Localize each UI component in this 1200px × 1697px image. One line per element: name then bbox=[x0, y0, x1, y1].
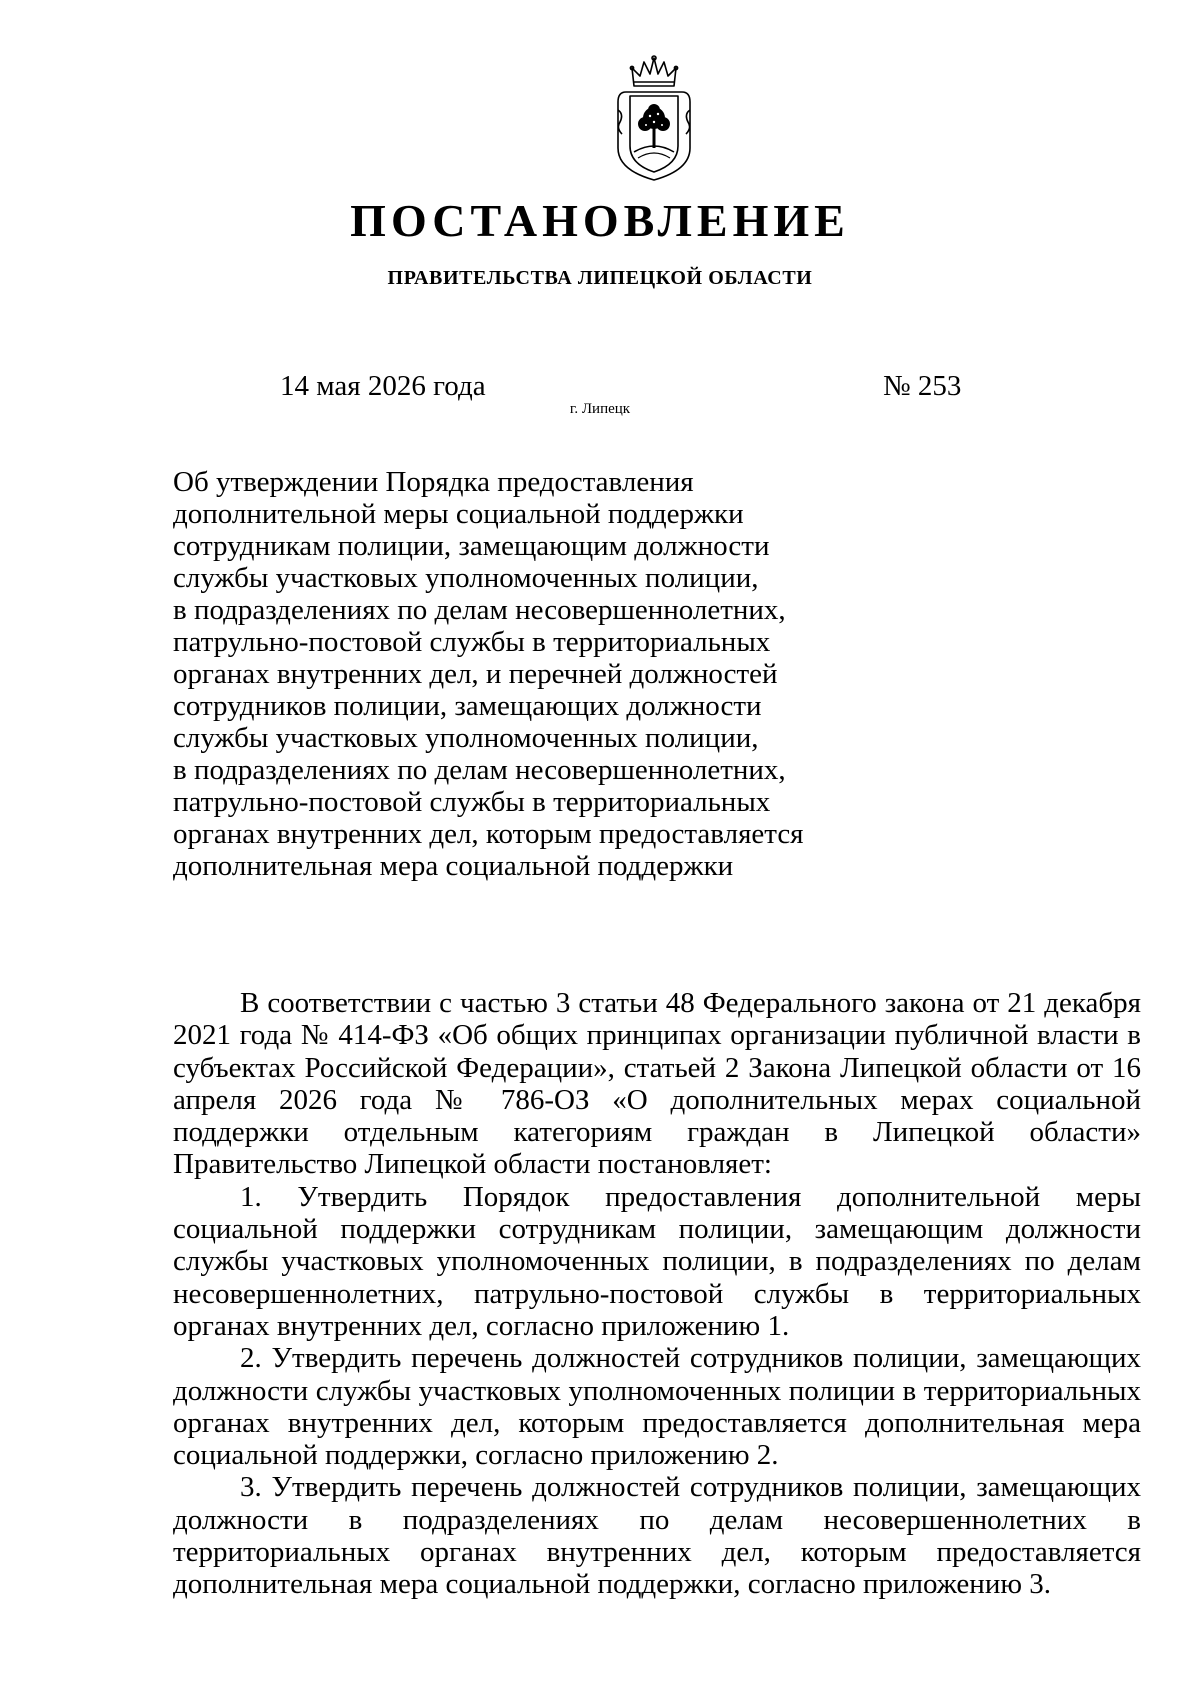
subject-line: дополнительная мера социальной поддержки bbox=[173, 850, 734, 882]
lipetsk-coat-of-arms-icon bbox=[612, 52, 696, 184]
document-city: г. Липецк bbox=[569, 401, 631, 417]
subject-line: патрульно-постовой службы в территориальных bbox=[173, 786, 771, 818]
subject-line: дополнительной меры социальной поддержки bbox=[173, 498, 744, 530]
subject-line: в подразделениях по делам несовершеннолетних, bbox=[173, 594, 786, 626]
subject-line: в подразделениях по делам несовершеннолетних, bbox=[173, 754, 786, 786]
clause-1-paragraph: 1. Утвердить Порядок предоставления дополнительной меры социальной поддержки сотрудникам полиции, замещающим должности службы участковых уполномоченных полиции, в подразделениях по делам несовершеннолетних, патрульно-постовой службы в территориальных органах внутренних дел, согласно приложению 1. bbox=[173, 1180, 1141, 1342]
clause-2-paragraph: 2. Утвердить перечень должностей сотрудников полиции, замещающих должности службы участковых уполномоченных полиции в территориальных органах внутренних дел, которым предоставляется дополнительная мера социальной поддержки, согласно приложению 2. bbox=[173, 1342, 1141, 1472]
preamble-paragraph: В соответствии с частью 3 статьи 48 Федерального закона от 21 декабря 2021 года № 414-ФЗ «Об общих принципах организации публичной власти в субъектах Российской Федерации», статьей 2 Закона Липецкой области от 16 апреля 2026 года № 786-ОЗ «О дополнительных мерах социальной поддержки отдельным категориям граждан в Липецкой области» Правительство Липецкой области постановляет: bbox=[173, 987, 1141, 1181]
document-body bbox=[173, 987, 1141, 1601]
subject-line: органах внутренних дел, которым предоставляется bbox=[173, 818, 804, 850]
subject-line: службы участковых уполномоченных полиции, bbox=[173, 722, 759, 754]
document-subtitle: ПРАВИТЕЛЬСТВА ЛИПЕЦКОЙ ОБЛАСТИ bbox=[387, 267, 813, 289]
document-date: 14 мая 2026 года bbox=[280, 370, 486, 402]
subject-line: Об утверждении Порядка предоставления bbox=[173, 466, 694, 498]
document-number: № 253 bbox=[883, 370, 962, 402]
subject-line: патрульно-постовой службы в территориальных bbox=[173, 626, 771, 658]
clause-3-paragraph: 3. Утвердить перечень должностей сотрудников полиции, замещающих должности в подразделениях по делам несовершеннолетних в территориальных органах внутренних дел, которым предоставляется дополнительная мера социальной поддержки, согласно приложению 3. bbox=[173, 1471, 1141, 1601]
subject-line: сотрудников полиции, замещающих должности bbox=[173, 690, 762, 722]
document-subject bbox=[173, 466, 833, 882]
subject-line: сотрудникам полиции, замещающим должности bbox=[173, 530, 770, 562]
subject-line: органах внутренних дел, и перечней должностей bbox=[173, 658, 778, 690]
subject-line: службы участковых уполномоченных полиции, bbox=[173, 562, 759, 594]
document-title: ПОСТАНОВЛЕНИЕ bbox=[350, 195, 850, 246]
